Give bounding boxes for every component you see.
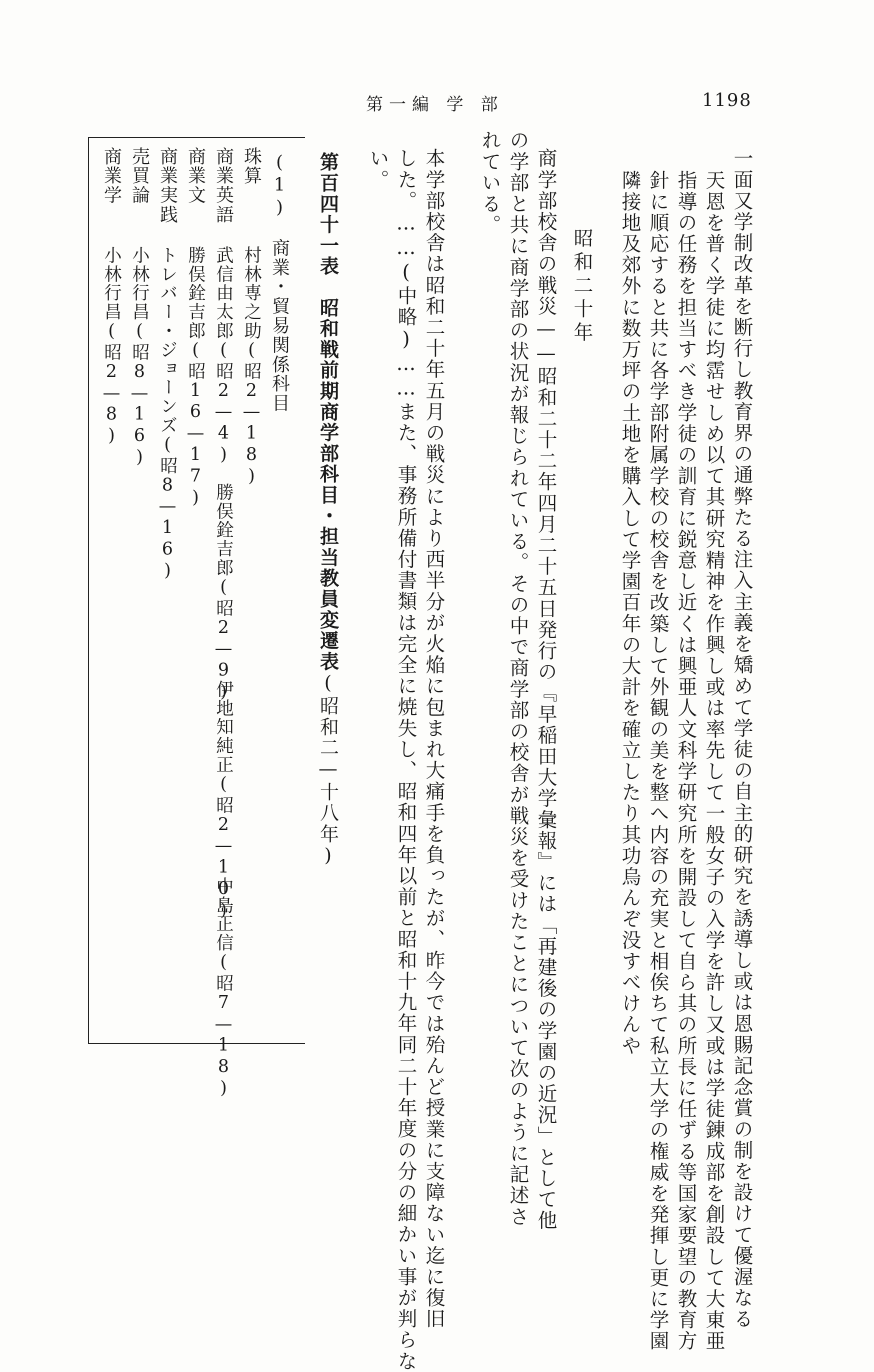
row-5-subject: 売買論 — [129, 147, 150, 206]
table-title-range: (昭和二—十八年) — [317, 672, 339, 869]
section-line-1: 商学部校舎の戦災——昭和二十二年四月二十五日発行の『早稲田大学彙報』には「再建後の学園の近況」として他 — [534, 148, 558, 1232]
quote-line-4: 針に順応すると共に各学部附属学校の校舎を改築して外観の美を整へ内容の充実と相俟ちて私立大学の権威を発揮し更に学園 — [646, 170, 670, 1352]
table-title — [318, 152, 337, 868]
quote-line-3: 指導の任務を担当すべき学徒の訓育に鋭意し近くは興亜人文科学研究所を開設して自ら其の所長に任ずる等国家要望の教育方 — [674, 170, 698, 1352]
row-6-teacher-1: 小林行昌(昭2—8) — [101, 246, 122, 448]
row-5-teacher-1: 小林行昌(昭8—16) — [129, 246, 150, 469]
section-line-2: の学部と共に商学部の状況が報じられている。その中で商学部の校舎が戦災を受けたことについて次のように記述さ — [506, 130, 530, 1228]
row-3-teacher-1: 勝俣銓吉郎(昭16—17) — [185, 246, 206, 510]
inner-quote-line-2: した。……(中略)……また、事務所備付書類は完全に焼失し、昭和四年以前と昭和十九年同二十年度の分の細かい事が判らな — [394, 148, 418, 1372]
row-2-teacher-3: 伊地知純正(昭2—10) — [213, 680, 234, 922]
quote-line-5: 隣接地及郊外に数万坪の土地を購入して学園百年の大計を確立したり其功烏んぞ没すべけんや — [618, 170, 642, 1057]
row-1-subject: 珠算 — [241, 147, 262, 186]
row-1-teacher-1: 村林専之助(昭2—18) — [241, 246, 262, 488]
inner-quote-line-3: い。 — [366, 148, 390, 191]
inner-quote-line-1: 本学部校舎は昭和二十年五月の戦災により西半分が火焔に包まれ大痛手を負ったが、昨今では殆んど授業に支障ない迄に復旧 — [422, 148, 446, 1330]
row-2-subject: 商業英語 — [213, 147, 234, 225]
running-head: 第一編 学 部 — [366, 95, 504, 115]
quote-line-1: 一面又学制改革を断行し教育界の通弊たる注入主義を矯めて学徒の自主的研究を誘導し或は恩賜記念賞の制を設けて優渥なる — [730, 148, 754, 1330]
table-category: (1) 商業・貿易関係科目 — [269, 152, 290, 414]
row-3-subject: 商業文 — [185, 147, 206, 206]
row-2-teacher-4: 中島正信(昭7—18) — [213, 877, 234, 1100]
year-heading: 昭和二十年 — [570, 228, 594, 346]
section-line-3: れている。 — [478, 130, 502, 236]
row-2-teacher-2: 勝俣銓吉郎(昭2—9) — [213, 483, 234, 704]
row-4-subject: 商業実践 — [157, 147, 178, 225]
quote-line-2: 天恩を普く学徒に均霑せしめ以て其研究精神を作興し或は率先して一般女子の入学を許し又或は学徒錬成部を創設して大東亜 — [702, 170, 726, 1352]
table-title-text: 第百四十一表 昭和戦前期商学部科目・担当教員変遷表 — [317, 152, 339, 672]
row-6-subject: 商業学 — [101, 147, 122, 206]
row-2-teacher-1: 武信由太郎(昭2—4) — [213, 246, 234, 467]
page-number: 1198 — [702, 90, 752, 111]
row-4-teacher-1: トレバー・ジョーンズ(昭8—16) — [157, 246, 178, 583]
